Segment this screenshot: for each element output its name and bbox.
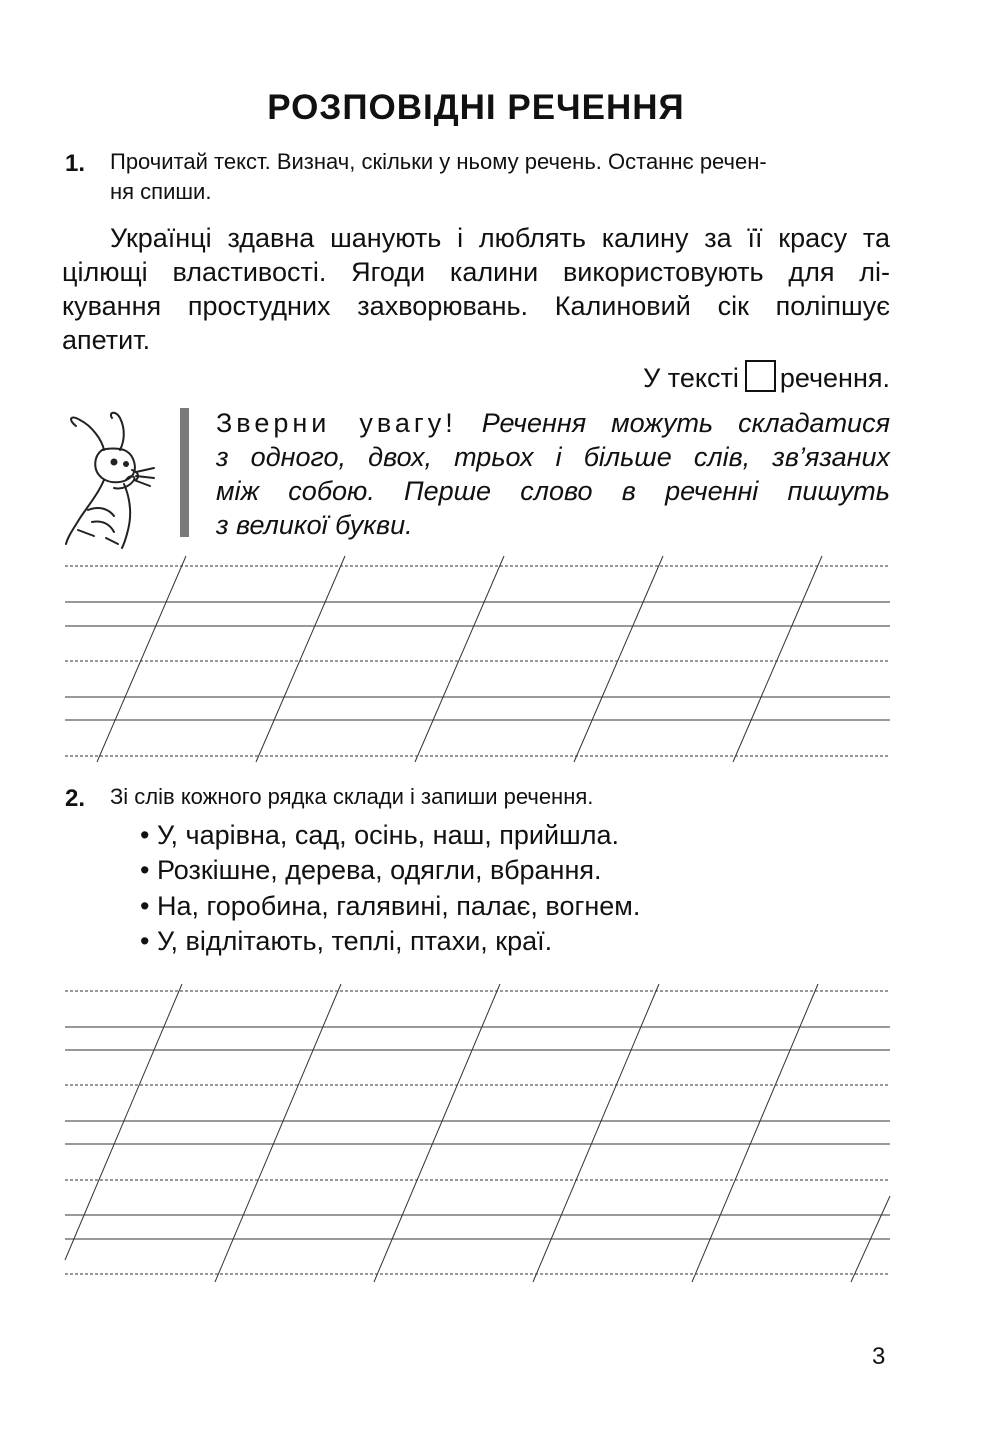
note-line2: з одного, двох, трьох і більше слів, зв’язаних — [216, 442, 890, 472]
task1-number: 1. — [65, 150, 86, 177]
note-line1: Речення можуть складатися — [481, 408, 890, 438]
answer-before: У тексті — [643, 363, 739, 393]
task2-number: 2. — [65, 785, 86, 812]
answer-after: речення. — [779, 363, 890, 393]
task2-bullet-3: • На, горобина, галявині, палає, вогнем. — [140, 891, 641, 921]
task1-text-line2: цілющі властивості. Ягоди калини використовують для лі- — [62, 257, 890, 287]
task1-text-line4: апетит. — [62, 325, 151, 355]
note-line3: між собою. Перше слово в реченні пишуть — [216, 476, 890, 506]
page-title: РОЗПОВІДНІ РЕЧЕННЯ — [267, 88, 685, 127]
task2-bullet-4: • У, відлітають, теплі, птахи, краї. — [140, 926, 553, 956]
note-line4: з великої букви. — [216, 510, 413, 540]
task1-text-line3: кування простудних захворювань. Калиновий сік поліпшує — [62, 291, 890, 321]
note-lead: Зверни увагу! — [216, 408, 457, 438]
task2-instruction: Зі слів кожного рядка склади і запиши речення. — [110, 784, 594, 809]
task1-instruction-line1: Прочитай текст. Визнач, скільки у ньому речень. Останнє речен- — [110, 149, 767, 174]
page-number: 3 — [872, 1343, 886, 1370]
task1-text-line1: Українці здавна шанують і люблять калину за її красу та — [110, 223, 890, 253]
task2-bullet-2: • Розкішне, дерева, одягли, вбрання. — [140, 855, 602, 885]
task2-bullet-1: • У, чарівна, сад, осінь, наш, прийшла. — [140, 820, 619, 850]
task1-instruction-line2: ня спиши. — [110, 179, 212, 204]
